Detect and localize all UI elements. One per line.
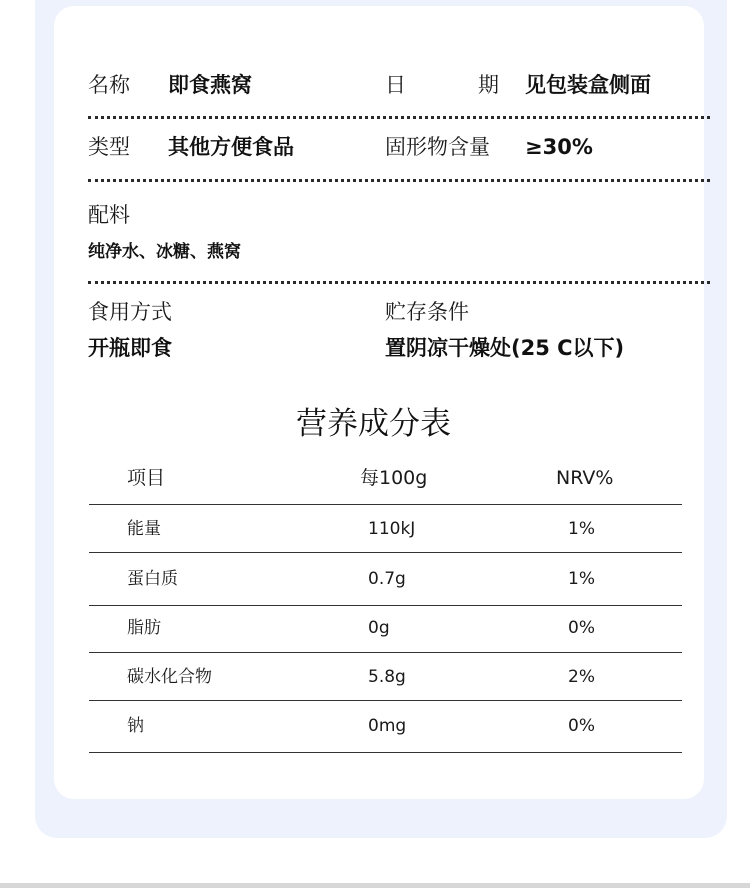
- dotted-divider: [88, 179, 710, 182]
- table-rule: [89, 552, 682, 553]
- date-value: 见包装盒侧面: [525, 73, 651, 97]
- row-nrv: 0%: [568, 618, 595, 638]
- name-value: 即食燕窝: [168, 73, 252, 97]
- row-per100g: 0.7g: [368, 569, 406, 589]
- ingredients-value: 纯净水、冰糖、燕窝: [88, 242, 241, 262]
- date-label-second: 期: [478, 73, 499, 97]
- row-item: 脂肪: [127, 618, 161, 638]
- table-rule: [89, 752, 682, 753]
- row-per100g: 0g: [368, 618, 390, 638]
- storage-value: 置阴凉干燥处(25 C以下): [385, 336, 625, 360]
- solids-label: 固形物含量: [385, 135, 490, 159]
- row-item: 碳水化合物: [127, 667, 212, 687]
- table-rule: [89, 652, 682, 653]
- usage-label: 食用方式: [88, 300, 172, 324]
- name-label: 名称: [88, 73, 130, 97]
- table-rule: [89, 605, 682, 606]
- row-item: 钠: [127, 716, 144, 736]
- table-rule: [89, 700, 682, 701]
- ingredients-label: 配料: [88, 203, 130, 227]
- row-nrv: 0%: [568, 716, 595, 736]
- row-nrv: 2%: [568, 667, 595, 687]
- type-label: 类型: [88, 135, 130, 159]
- type-value: 其他方便食品: [168, 135, 294, 159]
- usage-value: 开瓶即食: [88, 336, 172, 360]
- storage-label: 贮存条件: [385, 300, 469, 324]
- row-per100g: 0mg: [368, 716, 407, 736]
- column-header-item: 项目: [127, 467, 166, 489]
- row-nrv: 1%: [568, 569, 595, 589]
- row-item: 能量: [127, 519, 161, 539]
- row-item: 蛋白质: [127, 569, 178, 589]
- nutrition-title: 营养成分表: [296, 406, 451, 442]
- dotted-divider: [88, 116, 710, 119]
- column-header-nrv: NRV%: [556, 467, 614, 489]
- column-header-per100g: 每100g: [360, 467, 428, 489]
- date-label-first: 日: [385, 73, 406, 97]
- row-per100g: 110kJ: [368, 519, 416, 539]
- solids-value: ≥30%: [525, 135, 593, 159]
- dotted-divider: [88, 281, 710, 284]
- table-rule: [89, 504, 682, 505]
- row-per100g: 5.8g: [368, 667, 406, 687]
- bottom-divider: [0, 883, 750, 888]
- row-nrv: 1%: [568, 519, 595, 539]
